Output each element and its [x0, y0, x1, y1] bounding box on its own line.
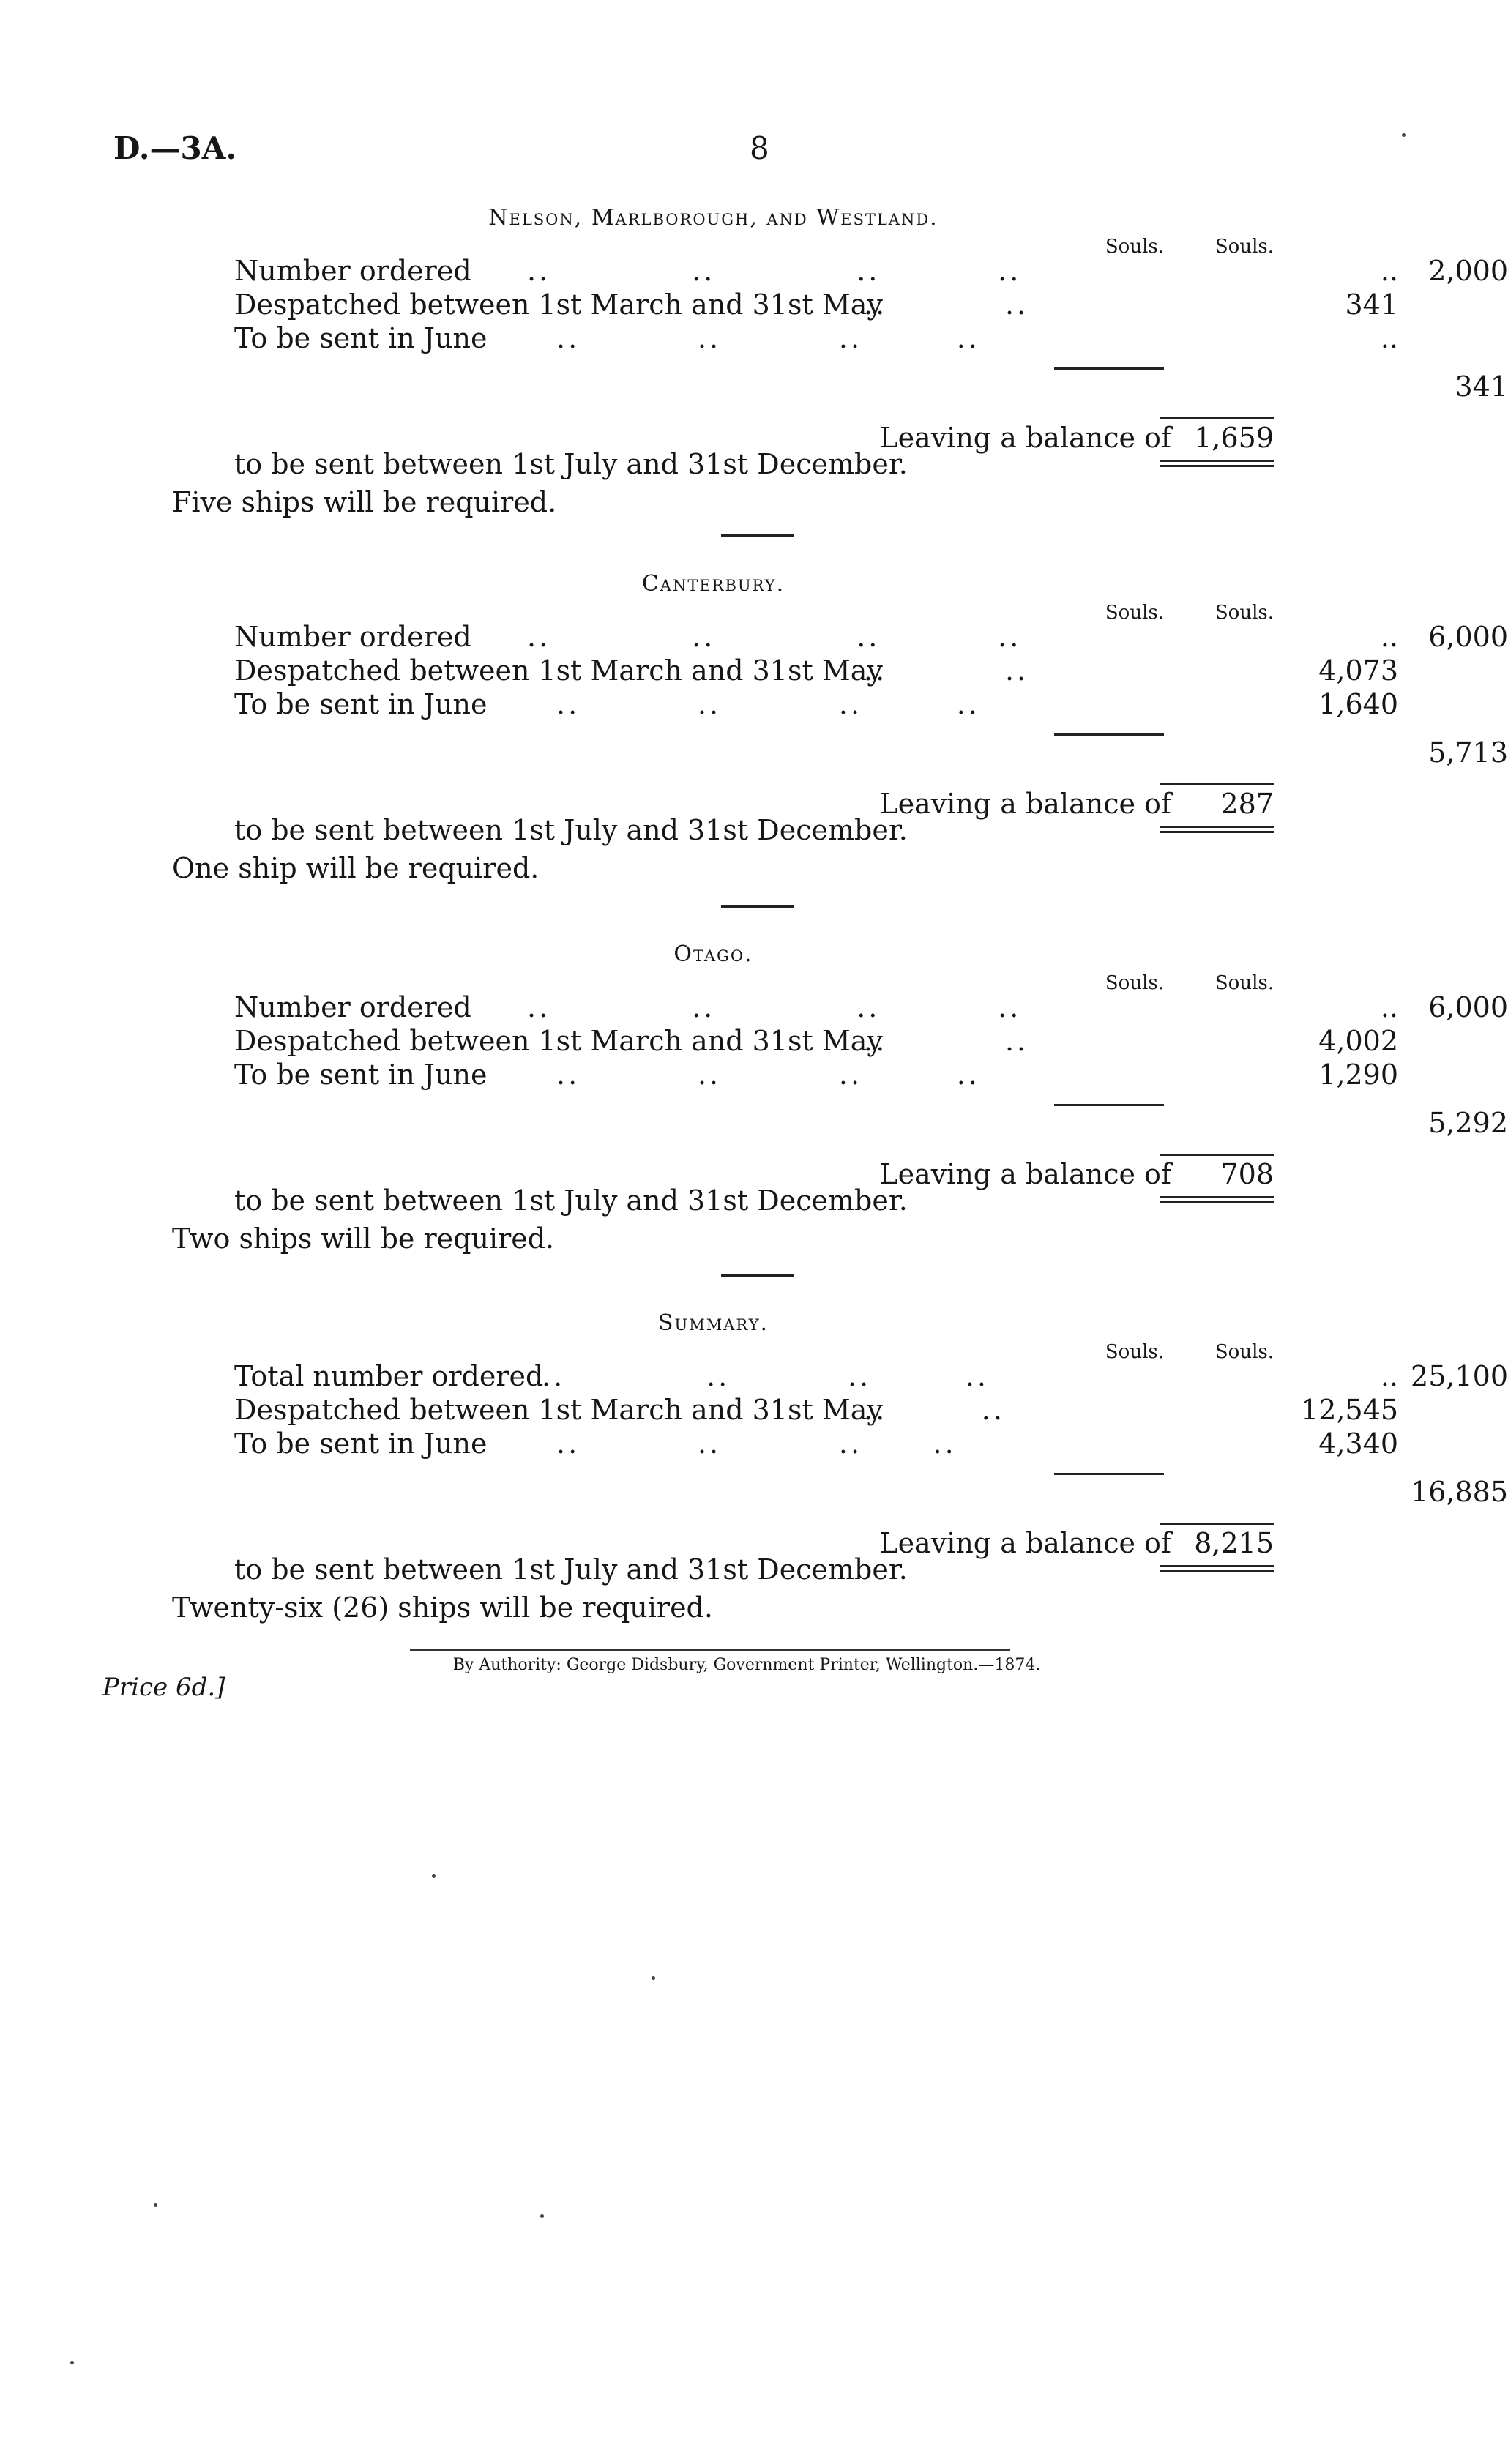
balance-value: 1,659 — [1194, 422, 1274, 454]
sent-text: to be sent between 1st July and 31st December. — [234, 448, 908, 480]
row-label: To be sent in June — [234, 1059, 488, 1091]
section-title: Summary. — [658, 1310, 769, 1336]
leader-dots: .. .. .. .. — [556, 322, 980, 354]
column-header-souls: Souls. — [1214, 236, 1274, 258]
column-header-souls: Souls. — [1105, 602, 1164, 624]
balance-rule — [1160, 1154, 1274, 1156]
double-rule — [1160, 1565, 1274, 1572]
column-header-souls: Souls. — [1105, 972, 1164, 994]
section-divider — [721, 534, 794, 537]
value-cell: .. — [1380, 322, 1398, 354]
section-title: Otago. — [673, 941, 753, 967]
value-cell: .. — [1380, 991, 1398, 1023]
balance-value: 708 — [1220, 1158, 1274, 1190]
subtotal-rule — [1054, 1104, 1164, 1106]
value-cell: 1,640 — [1318, 688, 1398, 720]
value-cell: 4,340 — [1318, 1427, 1398, 1460]
leader-dots: .. .. .. .. — [556, 1059, 980, 1091]
leader-dots: .. .. .. .. — [527, 621, 1022, 653]
subtotal-value: 5,292 — [1428, 1107, 1508, 1139]
column-header-souls: Souls. — [1214, 602, 1274, 624]
balance-label: Leaving a balance of — [879, 1527, 1171, 1559]
ships-required: One ship will be required. — [172, 852, 540, 884]
value-cell: 4,073 — [1318, 654, 1398, 687]
double-rule — [1160, 826, 1274, 833]
balance-rule — [1160, 1523, 1274, 1525]
paper-speck — [540, 2214, 544, 2218]
value-cell: 341 — [1345, 288, 1398, 321]
subtotal-rule — [1054, 733, 1164, 736]
balance-label: Leaving a balance of — [879, 422, 1171, 454]
subtotal-value: 341 — [1455, 370, 1508, 403]
paper-speck — [1402, 133, 1406, 137]
row-label: Number ordered — [234, 255, 471, 287]
balance-value: 8,215 — [1194, 1527, 1274, 1559]
section-divider — [721, 1274, 794, 1277]
subtotal-value: 16,885 — [1411, 1476, 1508, 1508]
value-cell: 6,000 — [1428, 621, 1508, 653]
column-header-souls: Souls. — [1105, 236, 1164, 258]
value-cell: 25,100 — [1411, 1360, 1508, 1392]
balance-value: 287 — [1220, 788, 1274, 820]
row-label: Total number ordered — [234, 1360, 544, 1392]
subtotal-rule — [1054, 367, 1164, 370]
balance-rule — [1160, 417, 1274, 419]
balance-rule — [1160, 783, 1274, 785]
subtotal-value: 5,713 — [1428, 736, 1508, 769]
ships-required: Two ships will be required. — [172, 1222, 555, 1255]
leader-dots: .. .. .. .. — [527, 255, 1022, 287]
paper-speck — [652, 1976, 655, 1980]
value-cell: .. — [1380, 1360, 1398, 1392]
sent-text: to be sent between 1st July and 31st December. — [234, 1184, 908, 1217]
sent-text: to be sent between 1st July and 31st December. — [234, 1553, 908, 1586]
value-cell: 4,002 — [1318, 1025, 1398, 1057]
row-label: Number ordered — [234, 991, 471, 1023]
paper-speck — [70, 2361, 74, 2364]
row-label: To be sent in June — [234, 688, 488, 720]
value-cell: 12,545 — [1301, 1394, 1398, 1426]
page-number: 8 — [750, 130, 769, 166]
row-label: Despatched between 1st March and 31st May — [234, 654, 883, 687]
leader-dots: .. .. .. .. — [527, 991, 1022, 1023]
column-header-souls: Souls. — [1214, 1341, 1274, 1363]
balance-label: Leaving a balance of — [879, 788, 1171, 820]
price-note: Price 6d.] — [102, 1673, 225, 1702]
row-label: Despatched between 1st March and 31st May — [234, 1025, 883, 1057]
leader-dots: .. .. — [864, 288, 1029, 321]
paper-speck — [154, 2203, 157, 2207]
value-cell: .. — [1380, 621, 1398, 653]
printer-imprint: By Authority: George Didsbury, Government Printer, Wellington.—1874. — [452, 1656, 1041, 1674]
leader-dots: .. .. — [864, 1394, 1005, 1426]
section-divider — [721, 905, 794, 908]
leader-dots: .. .. — [864, 1025, 1029, 1057]
subtotal-rule — [1054, 1473, 1164, 1475]
double-rule — [1160, 460, 1274, 467]
sent-text: to be sent between 1st July and 31st December. — [234, 814, 908, 846]
row-label: To be sent in June — [234, 322, 488, 354]
paper-speck — [432, 1874, 436, 1878]
ships-required: Five ships will be required. — [172, 486, 557, 518]
column-header-souls: Souls. — [1105, 1341, 1164, 1363]
balance-label: Leaving a balance of — [879, 1158, 1171, 1190]
section-title: Canterbury. — [641, 571, 785, 597]
row-label: Despatched between 1st March and 31st May — [234, 288, 883, 321]
value-cell: .. — [1380, 255, 1398, 287]
document-reference: D.—3A. — [113, 130, 236, 166]
leader-dots: .. .. — [864, 654, 1029, 687]
row-label: To be sent in June — [234, 1427, 488, 1460]
leader-dots: .. .. .. .. — [542, 1360, 990, 1392]
value-cell: 2,000 — [1428, 255, 1508, 287]
leader-dots: .. .. .. .. — [556, 688, 980, 720]
leader-dots: .. .. .. .. — [556, 1427, 957, 1460]
row-label: Despatched between 1st March and 31st May — [234, 1394, 883, 1426]
section-title: Nelson, Marlborough, and Westland. — [488, 205, 938, 231]
row-label: Number ordered — [234, 621, 471, 653]
value-cell: 6,000 — [1428, 991, 1508, 1023]
footer-rule — [410, 1649, 1010, 1651]
ships-required: Twenty-six (26) ships will be required. — [172, 1591, 713, 1624]
column-header-souls: Souls. — [1214, 972, 1274, 994]
double-rule — [1160, 1196, 1274, 1203]
value-cell: 1,290 — [1318, 1059, 1398, 1091]
